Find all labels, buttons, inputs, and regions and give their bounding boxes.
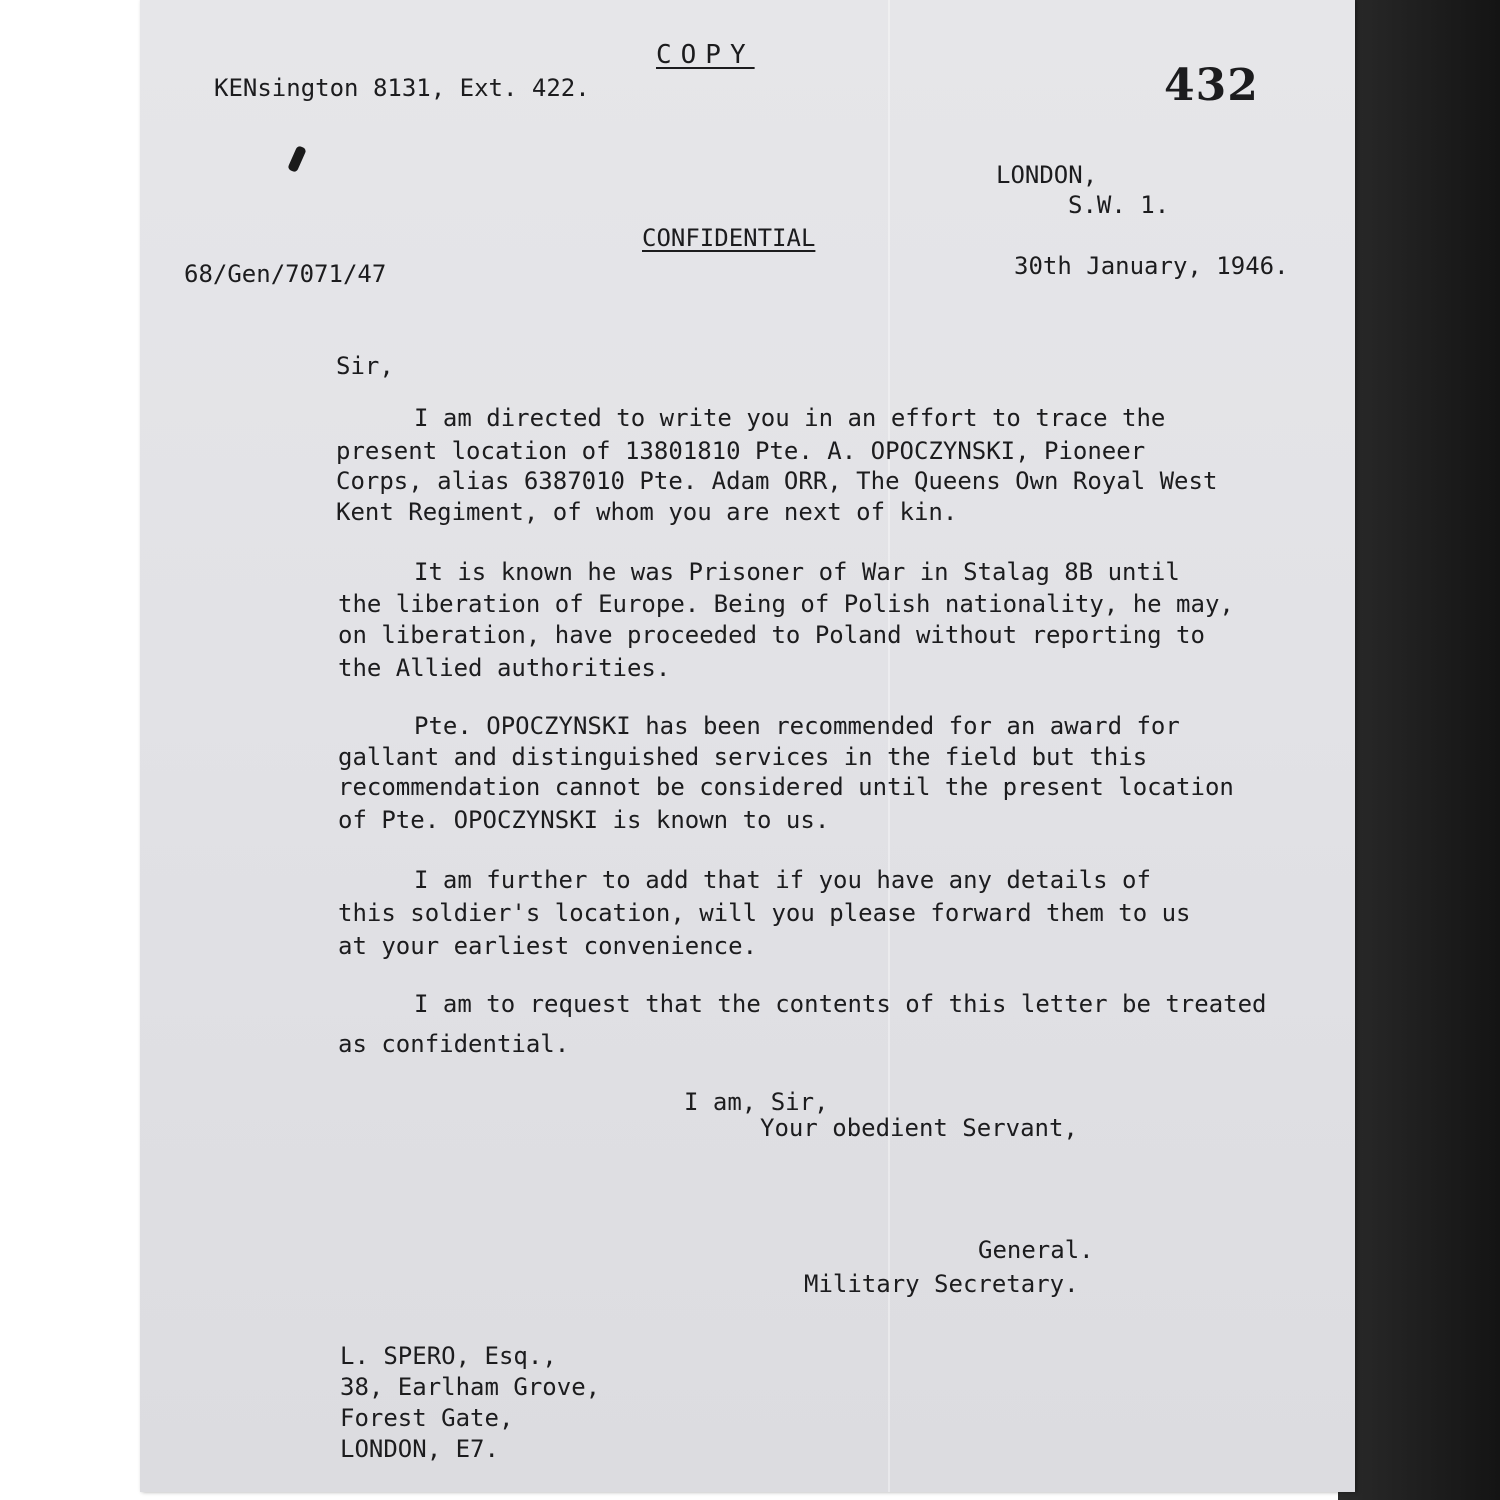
body-line: Kent Regiment, of whom you are next of kin.	[336, 498, 958, 526]
letter-date: 30th January, 1946.	[1014, 252, 1289, 280]
address-city: LONDON,	[996, 161, 1098, 189]
body-line: Corps, alias 6387010 Pte. Adam ORR, The Queens Own Royal West	[336, 467, 1218, 495]
recipient-line: L. SPERO, Esq.,	[340, 1342, 557, 1370]
recipient-line: LONDON, E7.	[340, 1435, 499, 1463]
closing-line: I am, Sir,	[684, 1088, 829, 1116]
body-line: on liberation, have proceeded to Poland without reporting to	[338, 621, 1205, 649]
body-line: I am directed to write you in an effort to trace the	[414, 404, 1166, 432]
body-line: I am further to add that if you have any details of	[414, 866, 1151, 894]
body-line: Pte. OPOCZYNSKI has been recommended for an award for	[414, 712, 1180, 740]
signatory-rank: General.	[978, 1236, 1094, 1264]
address-district: S.W. 1.	[1068, 191, 1170, 219]
reference-number: 68/Gen/7071/47	[184, 260, 387, 288]
body-line: It is known he was Prisoner of War in Stalag 8B until	[414, 558, 1180, 586]
body-line: the liberation of Europe. Being of Polish nationality, he may,	[338, 590, 1234, 618]
body-line: as confidential.	[338, 1030, 570, 1058]
body-line: gallant and distinguished services in the field but this	[338, 743, 1148, 771]
body-line: this soldier's location, will you please forward them to us	[338, 899, 1191, 927]
closing-line: Your obedient Servant,	[760, 1114, 1078, 1142]
copy-heading: COPY	[656, 40, 755, 70]
recipient-line: Forest Gate,	[340, 1404, 514, 1432]
dark-surface-edge	[1338, 0, 1500, 1500]
body-line: at your earliest convenience.	[338, 932, 758, 960]
body-line: recommendation cannot be considered until the present location	[338, 773, 1234, 801]
body-line: I am to request that the contents of this letter be treated	[414, 990, 1267, 1018]
telephone-line: KENsington 8131, Ext. 422.	[214, 74, 590, 102]
body-line: of Pte. OPOCZYNSKI is known to us.	[338, 806, 830, 834]
recipient-line: 38, Earlham Grove,	[340, 1373, 601, 1401]
body-line: present location of 13801810 Pte. A. OPOCZYNSKI, Pioneer	[336, 437, 1146, 465]
page-number: 432	[1164, 60, 1259, 111]
body-line: the Allied authorities.	[338, 654, 671, 682]
confidential-heading: CONFIDENTIAL	[642, 224, 816, 252]
signatory-title: Military Secretary.	[804, 1270, 1079, 1298]
salutation: Sir,	[336, 352, 394, 380]
